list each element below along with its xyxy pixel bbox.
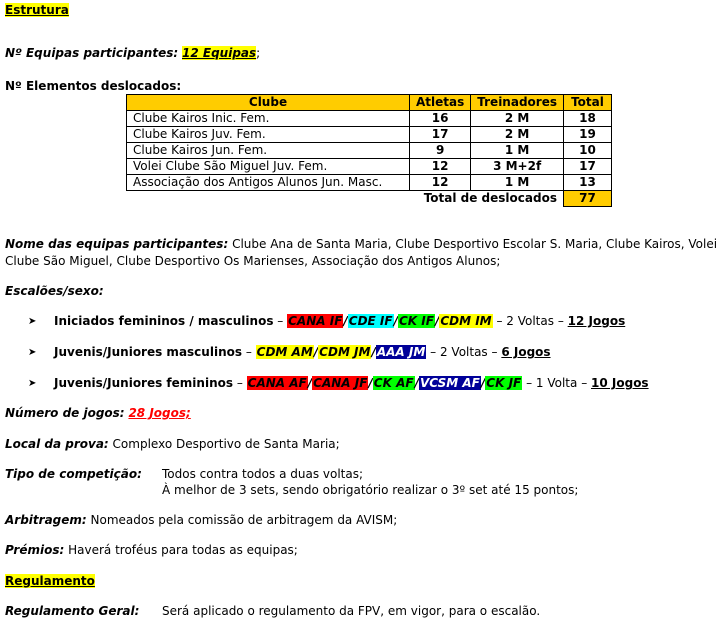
cell-club: Clube Kairos Inic. Fem. (127, 111, 410, 127)
dash: – (245, 345, 252, 359)
separator: / (371, 345, 376, 359)
numero-jogos-value: 28 Jogos; (128, 406, 191, 420)
dash: – (557, 314, 564, 328)
cell-treinadores: 1 M (471, 143, 564, 159)
header-atletas: Atletas (410, 95, 471, 111)
team-tag: CK JF (486, 376, 522, 390)
team-tag: CDE IF (348, 314, 393, 328)
premios-line (5, 543, 298, 557)
equipas-value: 12 Equipas (182, 46, 257, 60)
tipo-line (5, 467, 142, 481)
voltas: 2 Voltas (439, 345, 488, 359)
arbitragem-value: Nomeados pela comissão de arbitragem da AVISM; (86, 513, 398, 527)
arrow-bullet-icon: ➤ (28, 378, 37, 389)
header-treinadores: Treinadores (471, 95, 564, 111)
separator: / (414, 376, 419, 390)
cell-total: 17 (563, 159, 611, 175)
table-header-row (127, 95, 612, 111)
team-tag: CDM JM (319, 345, 371, 359)
table-row (127, 111, 612, 127)
voltas: 2 Voltas (506, 314, 554, 328)
local-line (5, 437, 340, 451)
table-row (127, 175, 612, 191)
escaloes-line (5, 284, 104, 298)
cell-club: Clube Kairos Juv. Fem. (127, 127, 410, 143)
clubs-table (126, 94, 612, 207)
arrow-bullet-icon: ➤ (28, 347, 37, 358)
cell-total: 10 (563, 143, 611, 159)
dash: – (491, 345, 498, 359)
premios-value: Haverá troféus para todas as equipas; (64, 543, 298, 557)
elementos-line (5, 79, 181, 93)
regulamento-geral-value: Será aplicado o regulamento da FPV, em vigor, para o escalão. (162, 604, 541, 618)
tipo-value-1: Todos contra todos a duas voltas; (162, 467, 364, 481)
equipas-line (5, 46, 260, 60)
local-value: Complexo Desportivo de Santa Maria; (108, 437, 340, 451)
nomes-text-1: Clube Ana de Santa Maria, Clube Desportivo Escolar S. Maria, Clube Kairos, Volei (228, 237, 718, 251)
cell-total: 19 (563, 127, 611, 143)
arbitragem-label: Arbitragem: (5, 513, 87, 527)
jogos: 12 Jogos (567, 314, 626, 328)
dash: – (430, 345, 437, 359)
tipo-value-2: À melhor de 3 sets, sendo obrigatório realizar o 3º set até 15 pontos; (162, 483, 579, 497)
team-tag: VCSM AF (419, 376, 480, 390)
escalao-name: Iniciados femininos / masculinos (54, 314, 274, 328)
cell-atletas: 12 (410, 175, 471, 191)
team-tag: CK IF (398, 314, 434, 328)
numero-jogos-label: Número de jogos: (5, 406, 125, 420)
team-tag: CK AF (373, 376, 414, 390)
arbitragem-line (5, 513, 397, 527)
numero-jogos-line (5, 406, 191, 420)
dash: – (581, 376, 588, 390)
table-row (127, 159, 612, 175)
nomes-paragraph (5, 236, 720, 270)
cell-treinadores: 2 M (471, 111, 564, 127)
local-label: Local da prova: (5, 437, 109, 451)
cell-total: 13 (563, 175, 611, 191)
cell-treinadores: 2 M (471, 127, 564, 143)
table-row (127, 143, 612, 159)
jogos: 6 Jogos (501, 345, 551, 359)
separator: / (343, 314, 348, 328)
cell-club: Associação dos Antigos Alunos Jun. Masc. (127, 175, 410, 191)
equipas-label: Nº Equipas participantes: (5, 46, 179, 60)
team-tag: CANA JF (313, 376, 368, 390)
separator: / (393, 314, 398, 328)
premios-label: Prémios: (5, 543, 65, 557)
estrutura-heading: Estrutura (5, 3, 69, 17)
dash: – (236, 376, 243, 390)
total-label: Total de deslocados (423, 191, 557, 206)
table-row (127, 127, 612, 143)
separator: / (307, 376, 313, 390)
voltas: 1 Volta (535, 376, 578, 390)
regulamento-heading: Regulamento (5, 574, 95, 588)
equipas-suffix: ; (256, 46, 261, 60)
section-regulamento (5, 574, 95, 588)
cell-atletas: 9 (410, 143, 471, 159)
escaloes-label: Escalões/sexo: (5, 284, 104, 298)
separator: / (313, 345, 319, 359)
escalao-item-1 (54, 314, 625, 328)
cell-total: 18 (563, 111, 611, 127)
team-tag: CDM IM (440, 314, 492, 328)
team-tag: CANA IF (288, 314, 343, 328)
escalao-name: Juvenis/Juniores femininos (54, 376, 233, 390)
table-total-row (127, 191, 612, 207)
total-value: 77 (563, 191, 611, 207)
header-clube: Clube (127, 95, 410, 111)
cell-atletas: 17 (410, 127, 471, 143)
dash: – (526, 376, 533, 390)
cell-treinadores: 1 M (471, 175, 564, 191)
team-tag: CANA AF (247, 376, 307, 390)
escalao-name: Juvenis/Juniores masculinos (54, 345, 242, 359)
elementos-label: Nº Elementos deslocados: (5, 79, 182, 93)
escalao-item-2 (54, 345, 551, 359)
arrow-bullet-icon: ➤ (28, 316, 37, 327)
cell-atletas: 12 (410, 159, 471, 175)
header-total: Total (563, 95, 611, 111)
tipo-label: Tipo de competição: (5, 467, 142, 481)
regulamento-geral-label: Regulamento Geral: (5, 604, 140, 618)
separator: / (368, 376, 373, 390)
separator: / (434, 314, 440, 328)
team-tag: AAA JM (376, 345, 426, 359)
regulamento-geral-line (5, 604, 139, 618)
cell-club: Volei Clube São Miguel Juv. Fem. (127, 159, 410, 175)
nomes-text-2: Clube São Miguel, Clube Desportivo Os Marienses, Associação dos Antigos Alunos; (5, 254, 501, 268)
cell-treinadores: 3 M+2f (471, 159, 564, 175)
escalao-item-3 (54, 376, 649, 390)
dash: – (277, 314, 284, 328)
team-tag: CDM AM (256, 345, 313, 359)
nomes-label: Nome das equipas participantes: (5, 237, 229, 251)
cell-atletas: 16 (410, 111, 471, 127)
cell-club: Clube Kairos Jun. Fem. (127, 143, 410, 159)
jogos: 10 Jogos (591, 376, 649, 390)
dash: – (496, 314, 503, 328)
separator: / (480, 376, 486, 390)
section-estrutura (5, 3, 69, 17)
